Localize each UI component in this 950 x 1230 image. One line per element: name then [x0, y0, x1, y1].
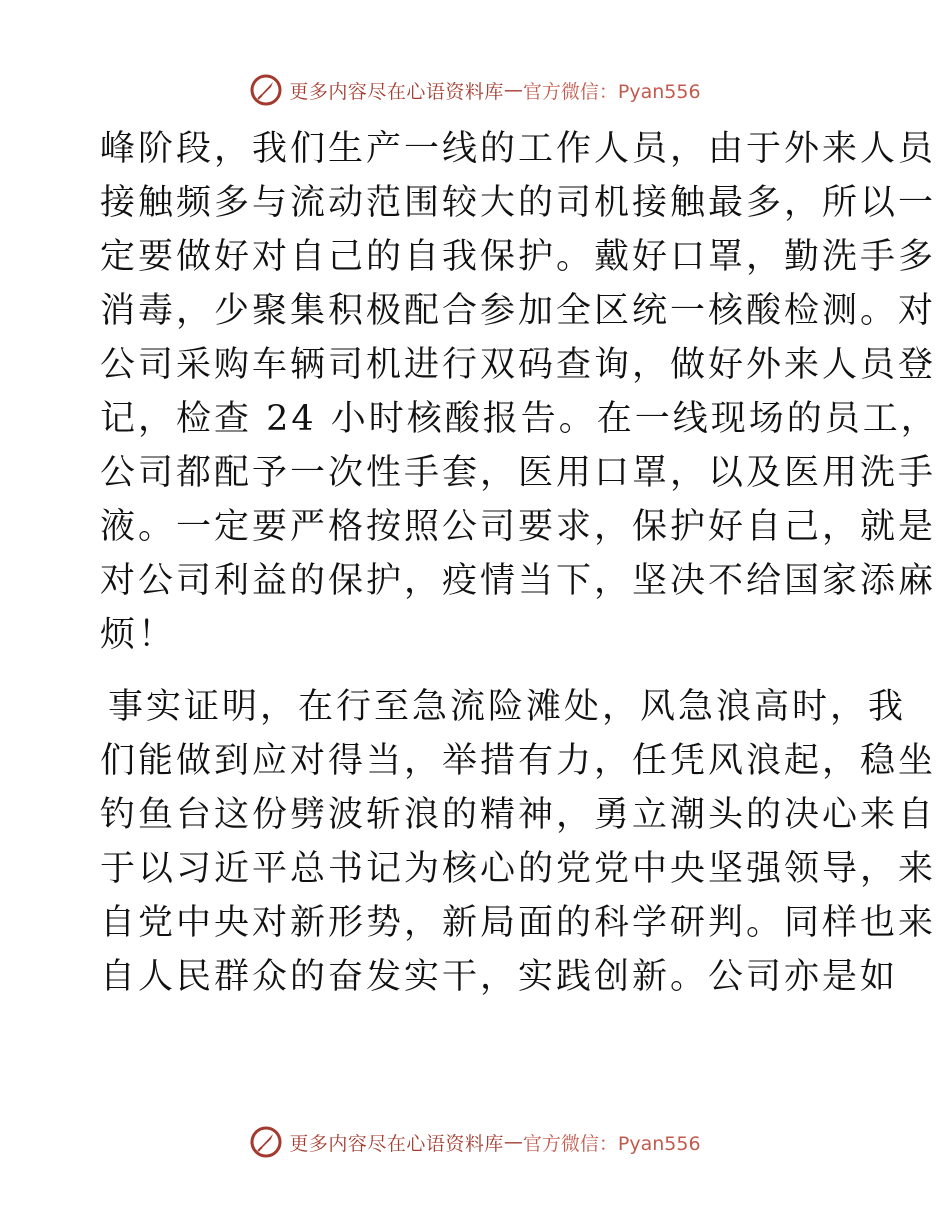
- text-line: 液。一定要严格按照公司要求，保护好自己，就是: [100, 507, 937, 547]
- text-line: 烦！: [100, 615, 177, 655]
- text-line: 自党中央对新形势，新局面的科学研判。同样也来: [100, 903, 937, 943]
- quill-logo-icon: [249, 73, 283, 107]
- footer-watermark-banner: [0, 1124, 950, 1160]
- header-watermark-banner: [0, 72, 950, 108]
- text-line: 消毒，少聚集积极配合参加全区统一核酸检测。对: [100, 291, 937, 331]
- text-line: 峰阶段，我们生产一线的工作人员，由于外来人员: [100, 129, 937, 169]
- text-line: 自人民群众的奋发实干，实践创新。公司亦是如: [100, 957, 899, 997]
- text-line: 事实证明，在行至急流险滩处，风急浪高时，我: [108, 687, 907, 727]
- text-line: 定要做好对自己的自我保护。戴好口罩，勤洗手多: [100, 237, 937, 277]
- text-line: 们能做到应对得当，举措有力，任凭风浪起，稳坐: [100, 741, 937, 781]
- text-line: 对公司利益的保护，疫情当下，坚决不给国家添麻: [100, 561, 937, 601]
- text-line: 公司都配予一次性手套，医用口罩，以及医用洗手: [100, 453, 937, 493]
- paragraph-1: [100, 122, 939, 662]
- text-line: 接触频多与流动范围较大的司机接触最多，所以一: [100, 183, 937, 223]
- text-line: 钓鱼台这份劈波斩浪的精神，勇立潮头的决心来自: [100, 795, 937, 835]
- footer-wechat-label: 官方微信：Pyan556: [522, 1132, 701, 1155]
- document-body: [100, 122, 939, 1004]
- paragraph-2: [100, 680, 937, 1004]
- text-line: 记，检查 24 小时核酸报告。在一线现场的员工，: [100, 399, 939, 439]
- header-banner-text: 更多内容尽在心语资料库: [289, 80, 504, 103]
- text-line: 公司采购车辆司机进行双码查询，做好外来人员登: [100, 345, 937, 385]
- header-banner-separator: —: [503, 79, 523, 101]
- footer-banner-separator: —: [503, 1131, 523, 1153]
- footer-banner-text: 更多内容尽在心语资料库: [289, 1132, 504, 1155]
- header-wechat-label: 官方微信：Pyan556: [522, 80, 701, 103]
- text-line: 于以习近平总书记为核心的党党中央坚强领导，来: [100, 849, 937, 889]
- quill-logo-icon: [249, 1125, 283, 1159]
